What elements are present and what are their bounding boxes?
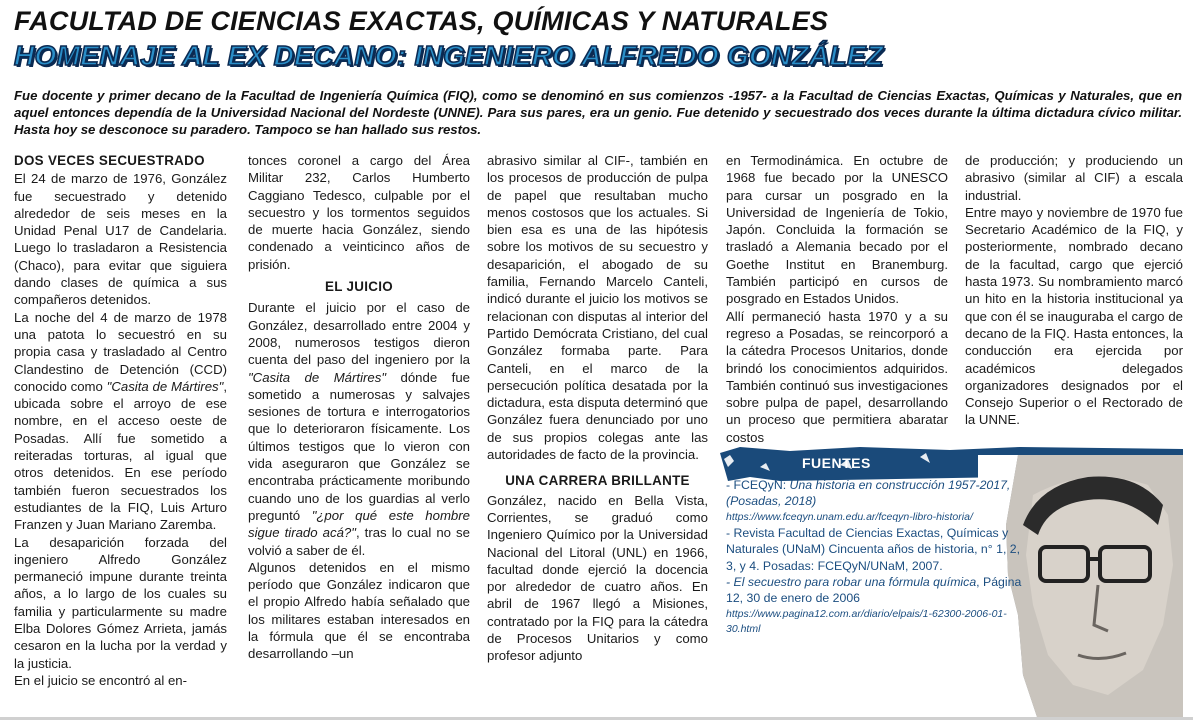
paragraph: Entre mayo y noviembre de 1970 fue Secretario Académico de la FIQ, y posteriormente, nombrado decano de la facultad, cargo que ejerció hasta 1973. Su nombramiento marcó un hito en la historia institucional ya que con él se inauguraba el cargo de decano de la FIQ. Hasta entonces, la conducción era ejercida por académicos delegados organizadores designados por el Consejo Superior o el Rectorado de la UNNE. xyxy=(965,204,1183,428)
source-link[interactable]: https://www.fceqyn.unam.edu.ar/fceqyn-libro-historia/ xyxy=(726,510,973,523)
sources-box xyxy=(720,447,1183,720)
paragraph: El 24 de marzo de 1976, González fue secuestrado y detenido alrededor de seis meses en la Unidad Penal U17 de Candelaria. Luego lo trasladaron a Resistencia (Chaco), para evitar que siguiera dando clases de química a sus compañeros detenidos. xyxy=(14,171,227,308)
italic-quote: "¿por qué este hombre sigue tirado acá?" xyxy=(248,507,470,541)
column-3 xyxy=(487,152,708,665)
paragraph: Allí permaneció hasta 1970 y a su regreso a Posadas, se reincorporó a la cátedra Procesos Unitarios, donde brindó los conocimientos adquiridos. También continuó sus investigaciones sobre pulpa de papel, desarrollando un proceso que permitiera abaratar costos xyxy=(726,308,948,445)
source-title: - El secuestro para robar una fórmula química xyxy=(726,575,977,590)
source-title: Una historia en construcción 1957-2017, (Posadas, 2018) xyxy=(726,478,1011,509)
text-run: Durante el juicio por el caso de González, desarrollado entre 2004 y 2008, numerosos testigos dieron cuenta del paso del ingeniero por la xyxy=(248,300,470,368)
source-item xyxy=(726,574,1022,607)
paragraph: Algunos detenidos en el mismo período que González indicaron que el propio Alfredo había señalado que los militares estaban interesados en la fórmula que él se encontraba desarrollando –un xyxy=(248,559,470,662)
subhead-carrera: UNA CARRERA BRILLANTE xyxy=(505,473,690,489)
source-detail: , Página 12, 30 de enero de 2006 xyxy=(726,575,1022,606)
source-prefix: - FCEQyN: xyxy=(726,478,790,492)
article-lead: Fue docente y primer decano de la Facultad de Ingeniería Química (FIQ), como se denominó en sus comienzos -1957- a la Facultad de Ciencias Exactas, Químicas y Naturales, que en aquel entonces dependía de la Universidad Nacional del Nordeste (UNNE). Para sus pares, era un genio. Fue detenido y secuestrado dos veces durante la última dictadura cívico militar. Hasta hoy se desconoce su paradero. Tampoco se han hallado sus restos. xyxy=(14,88,1182,137)
paragraph: La desaparición forzada del ingeniero Alfredo González permaneció impune durante treinta años, a lo largo de los cuales su familia y particularmente su madre Elba Dolores Gómez Arrieta, jamás cesaron en la lucha por la verdad y la justicia. xyxy=(14,534,227,671)
source-link[interactable]: https://www.pagina12.com.ar/diario/elpais/1-62300-2006-01-30.html xyxy=(726,607,1007,635)
sources-list xyxy=(726,477,1022,637)
article-headline: HOMENAJE AL EX DECANO: INGENIERO ALFREDO GONZÁLEZ xyxy=(14,40,884,71)
text-run: La noche del 4 de marzo de 1978 una patota lo secuestró en su propia casa y trasladado al Centro Clandestino de Detención (CCD) conocido como xyxy=(14,309,227,394)
paragraph: En el juicio se encontró al en- xyxy=(14,672,188,688)
paragraph xyxy=(248,299,470,558)
column-1 xyxy=(14,152,227,689)
subhead-juicio: EL JUICIO xyxy=(325,279,393,295)
text-run: dónde fue sometido a numerosas y salvajes sesiones de tortura e interrogatorios que lo deterioraron físicamente. Los últimos testigos que lo vieron con vida aseguraron que González se encontraba prácticamente moribundo cuando uno de los guardias al verlo preguntó xyxy=(248,369,470,523)
column-4 xyxy=(726,152,948,446)
subhead-secuestrado: DOS VECES SECUESTRADO xyxy=(14,153,205,168)
column-2 xyxy=(248,152,470,663)
source-item: - Revista Facultad de Ciencias Exactas, Químicas y Naturales (UNaM) Cincuenta años de historia, n° 1, 2, 3, y 4. Posadas: FCEQyN/UNaM, 2007. xyxy=(726,525,1021,573)
section-kicker: FACULTAD DE CIENCIAS EXACTAS, QUÍMICAS Y NATURALES xyxy=(14,6,829,36)
source-item xyxy=(726,477,1022,510)
sources-title: FUENTES xyxy=(802,455,871,471)
paragraph: abrasivo similar al CIF-, también en los procesos de producción de pulpa de papel que resultaban mucho menos costosos que los actuales. Si bien esa es una de las hipótesis sobre los motivos de su secuestro y desaparición, el abogado de su familia, Fernando Marcelo Canteli, indicó durante el juicio los motivos se relacionan con disputas al interior del Partido Demócrata Cristiano, del cual González formaba parte. Para Canteli, en el marco de la persecución política desatada por la dictadura, esta disputa determinó que González fuera denunciado por uno de sus propios colegas ante las autoridades de facto de la provincia. xyxy=(487,153,708,463)
italic-quote: "Casita de Mártires" xyxy=(248,369,387,385)
paragraph: González, nacido en Bella Vista, Corrientes, se graduó como Ingeniero Químico por la Universidad Nacional del Litoral (UNL) en 1966, facultad donde ejerció la docencia por alrededor de cuatro años. En abril de 1967 llegó a Misiones, contratado por la FIQ para la cátedra de Procesos Unitarios y como profesor adjunto xyxy=(487,492,708,664)
paragraph xyxy=(14,309,227,534)
text-run: , tras lo cual no se volvió a saber de él. xyxy=(248,525,470,558)
italic-quote: "Casita de Mártires" xyxy=(106,378,224,394)
column-5 xyxy=(965,152,1183,429)
paragraph: de producción; y produciendo un abrasivo (similar al CIF) a escala industrial. xyxy=(965,153,1183,203)
text-run: , ubicada sobre el arroyo de ese nombre, en el acceso oeste de Posadas. Allí fue sometido a reiteradas torturas, al igual que otros detenidos. En ese período también fueron secuestrados los estudiantes de la FIQ, Luis Arturo Franzen y Juan Mariano Zaremba. xyxy=(14,378,227,533)
paragraph: en Termodinámica. En octubre de 1968 fue becado por la UNESCO para cursar un posgrado en la Universidad de Ingeniería de Tokio, Japón. Concluida la formación se trasladó a Alemania becado por el Goethe Institut en Branemburg. También participó en cursos de posgrado en Estados Unidos. xyxy=(726,153,948,307)
paragraph: tonces coronel a cargo del Área Militar 232, Carlos Humberto Caggiano Tedesco, culpable por el secuestro y los tormentos seguidos de muerte hacia González, siendo condenado a veinticinco años de prisión. xyxy=(248,153,470,272)
